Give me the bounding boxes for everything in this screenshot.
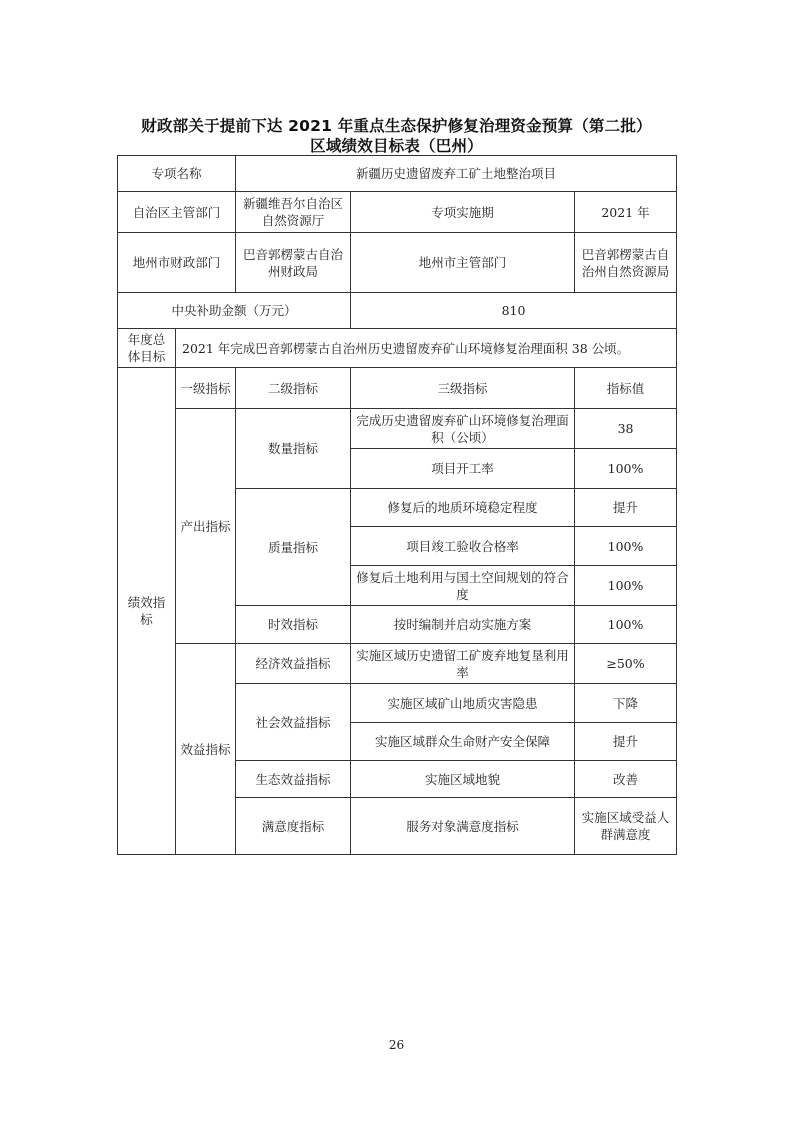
annual-goal-value: 2021 年完成巴音郭楞蒙古自治州历史遗留废弃矿山环境修复治理面积 38 公顷。 <box>176 329 677 368</box>
title-line-1: 财政部关于提前下达 2021 年重点生态保护修复治理资金预算（第二批） <box>141 117 652 135</box>
indicator-cell: 实施区域群众生命财产安全保障 <box>351 723 575 761</box>
value-cell: 改善 <box>575 761 677 798</box>
period-label: 专项实施期 <box>351 192 575 233</box>
pref-finance-value: 巴音郭楞蒙古自治州财政局 <box>236 233 351 293</box>
indicator-cell: 修复后的地质环境稳定程度 <box>351 489 575 527</box>
indicator-cell: 实施区域历史遗留工矿废弃地复垦利用率 <box>351 644 575 684</box>
value-cell: 100% <box>575 566 677 606</box>
l2-quality: 质量指标 <box>236 489 351 606</box>
l2-economic: 经济效益指标 <box>236 644 351 684</box>
indicator-cell: 修复后土地利用与国土空间规划的符合度 <box>351 566 575 606</box>
indicator-cell: 项目竣工验收合格率 <box>351 527 575 566</box>
header-level3: 三级指标 <box>351 368 575 409</box>
indicator-cell: 按时编制并启动实施方案 <box>351 606 575 644</box>
project-name-label: 专项名称 <box>118 156 236 192</box>
indicator-cell: 项目开工率 <box>351 449 575 489</box>
performance-table <box>117 155 677 855</box>
region-dept-label: 自治区主管部门 <box>118 192 236 233</box>
l2-timeliness: 时效指标 <box>236 606 351 644</box>
subsidy-value: 810 <box>351 293 677 329</box>
output-label: 产出指标 <box>176 409 236 644</box>
perf-label: 绩效指标 <box>118 368 176 855</box>
header-value: 指标值 <box>575 368 677 409</box>
title-line-2: 区域绩效目标表（巴州） <box>310 137 483 155</box>
value-cell: 100% <box>575 449 677 489</box>
subsidy-label: 中央补助金额（万元） <box>118 293 351 329</box>
value-cell: 38 <box>575 409 677 449</box>
annual-goal-label: 年度总体目标 <box>118 329 176 368</box>
header-level1: 一级指标 <box>176 368 236 409</box>
l2-social: 社会效益指标 <box>236 684 351 761</box>
value-cell: 100% <box>575 606 677 644</box>
pref-finance-label: 地州市财政部门 <box>118 233 236 293</box>
l2-quantity: 数量指标 <box>236 409 351 489</box>
benefit-label: 效益指标 <box>176 644 236 855</box>
l2-ecological: 生态效益指标 <box>236 761 351 798</box>
value-cell: ≥50% <box>575 644 677 684</box>
region-dept-value: 新疆维吾尔自治区自然资源厅 <box>236 192 351 233</box>
indicator-cell: 实施区域受益人群满意度 <box>575 798 677 855</box>
project-name-value: 新疆历史遗留废弃工矿土地整治项目 <box>236 156 677 192</box>
indicator-cell: 实施区域地貌 <box>351 761 575 798</box>
pref-dept-value: 巴音郭楞蒙古自治州自然资源局 <box>575 233 677 293</box>
indicator-cell: 实施区域矿山地质灾害隐患 <box>351 684 575 723</box>
pref-dept-label: 地州市主管部门 <box>351 233 575 293</box>
satisfaction-label: 满意度指标 <box>236 798 351 855</box>
l2-service: 服务对象满意度指标 <box>351 798 575 855</box>
indicator-cell: 完成历史遗留废弃矿山环境修复治理面积（公顷） <box>351 409 575 449</box>
header-level2: 二级指标 <box>236 368 351 409</box>
page-number: 26 <box>388 1038 405 1052</box>
value-cell: 100% <box>575 527 677 566</box>
value-cell: 下降 <box>575 684 677 723</box>
value-cell: 提升 <box>575 723 677 761</box>
value-cell: 提升 <box>575 489 677 527</box>
period-value: 2021 年 <box>575 192 677 233</box>
